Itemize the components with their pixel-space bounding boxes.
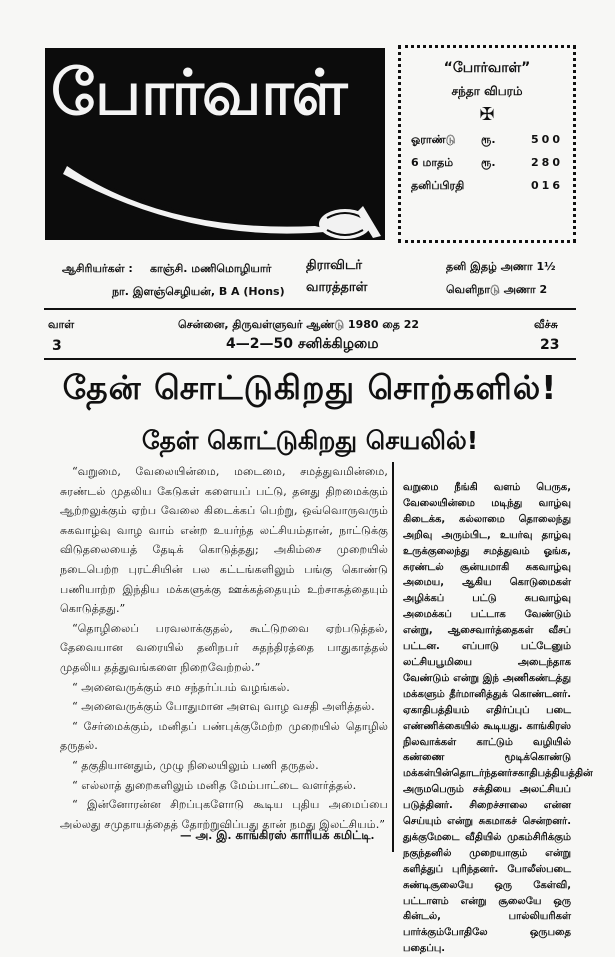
divider <box>44 308 576 310</box>
article-paragraph: “ சேர்மைக்கும், மனிதப் பண்புக்குமேற்ற முறையில் தொழில் தருதல். <box>60 719 388 753</box>
row-amount: 500 <box>531 133 563 146</box>
row-unit: ரூ. <box>481 156 496 169</box>
article-paragraph: “வறுமை, வேலையின்மை, மடைமை, சமத்துவமின்மை, சுரண்டல் முதலிய கேடுகள் களையப் பட்டு, தனது திறமைக்கும் ஆற்றலுக்கும் ஏற்ப வேலை கிடைக்கப் பெற்று, ஒவ்வொருவரும் சுகவாழ்வு வாழ வாம் என்ற உயர்ந்த லட்சியம்தான், நாட்டுக்கு விடுதலையைத் தேடிக் கொடுத்தது; அகிம்சை முறையில் நடைபெற்ற புரட்சியின் பல கட்டங்களிலும் பங்கு கொண்டு பணியாற்ற இந்திய மக்களுக்கு ஊக்கத்தையும் உற்சாகத்தையும் கொடுத்தது.” <box>60 465 388 616</box>
row-amount: 016 <box>531 179 563 192</box>
headline-main: தேன் சொட்டுகிறது சொற்களில்! <box>62 368 558 407</box>
article-paragraph: “ எல்லாத் துறைகளிலும் மனித மேம்பாட்டை வளர்த்தல். <box>72 778 357 792</box>
subscription-box <box>398 45 576 243</box>
tagline-1: திராவிடர் <box>306 258 363 273</box>
place-date: சென்னை, திருவள்ளுவர் ஆண்டு 1980 தை 22 <box>178 318 420 331</box>
tagline-2: வாரத்தாள் <box>306 280 368 295</box>
subscription-row <box>411 156 563 171</box>
divider <box>44 358 576 360</box>
article-paragraph: “ தகுதியானதும், முழு நிலையிலும் பணி தருதல். <box>72 758 319 772</box>
article-paragraph: “ அனைவருக்கும் சம சந்தர்ப்பம் வழங்கல். <box>72 680 290 694</box>
row-unit: ரூ. <box>481 133 496 146</box>
column-divider <box>392 462 394 852</box>
subscription-row <box>411 179 563 194</box>
issue-date: 4—2—50 சனிக்கிழமை <box>226 336 379 352</box>
article-paragraph: “தொழிலைப் பரவலாக்குதல், கூட்டுறவை ஏற்படுத்தல், தேவையான வரையில் தனிநபர் சுதந்திரத்தை பாதுகாத்தல் முதலிய தத்துவங்களை நிறைவேற்றல்.” <box>60 621 388 674</box>
issue-label: வீச்சு <box>534 318 558 331</box>
article-paragraph: “ அனைவருக்கும் போதுமான அளவு வாழ வசதி அளித்தல். <box>72 700 375 714</box>
row-amount: 280 <box>531 156 563 169</box>
sidebar-article: வறுமை நீங்கி வளம் பெருக, வேலையின்மை மடிந்து வாழ்வு கிடைக்க, கல்லாமை தொலைந்து அறிவு அரும்பிட, உயர்வு தாழ்வு உருக்குலைந்து சமத்துவம் ஓங்க, சுரண்டல் சூன்யமாகி சுகவாழ்வு அமைய, ஆகிய கொடுமைகள் அழிக்கப் பட்டு சுபவாழ்வு அமைக்கப் பட்டாக வேண்டும் என்று, ஆசைவார்த்தைகள் வீசப் பட்டன. எப்பாடு பட்டேனும் லட்சியபூமியை அடைந்தாக வேண்டும் என்று இந் அணிகண்டத்து மக்களும் தீர்மானித்துக் கொண்டனர். ஏகாதிபத்தியம் எதிர்ப்புப் படை எண்ணிக்கையில் கூடியது. காங்கிரஸ் நிலவாக்கள் காட்டும் வழியில் கண்ணை மூடிக்கொண்டு மக்கள்பின்தொடர்ந்தனர்சகாதிபத்தியத்தின் அருமபெரும் சக்தியை அலட்சியப் படுத்தினர். சிறைச்சாலை என்ன செய்யும் என்று சுகமாகச் சென்றனர். துக்குமேடை வீதியில் முகம்சிரிக்கும் நகுந்தனில் முறையாகும் என்று களித்துப் புரிந்தனர். போலீஸ்படை சுண்டிசூலையே ஒரு கேள்வி, பட்டாளம் என்று சூலையே ஒரு கின்டல், பால்லியரிகள் பார்க்கும்போதிலே ஒருபதை பதைப்பு. <box>403 482 593 955</box>
row-label: 6 மாதம் <box>411 156 454 169</box>
editors-label: ஆசிரியர்கள் : <box>62 262 133 275</box>
editor-name-2: நா. இளஞ்செழியன், B A (Hons) <box>112 285 285 298</box>
subscription-row <box>411 133 563 148</box>
volume-label: வாள் <box>48 318 75 331</box>
ornament-icon: ✠ <box>479 104 495 125</box>
article-paragraph: “ இன்னோரன்ன சிறப்புகளோடு கூடிய புதிய அமைப்பை அல்லது சமுதாயத்தைத் தோற்றுவிப்பது தான் நமது இலட்சியம்.” <box>60 798 388 831</box>
sword-icon <box>45 48 385 240</box>
issue-number: 23 <box>540 337 560 353</box>
row-label: தனிப்பிரதி <box>411 179 465 192</box>
subscription-subtitle: சந்தா விபரம் <box>451 84 523 98</box>
price-abroad: வெளிநாடு அணா 2 <box>446 283 548 296</box>
volume-number: 3 <box>52 338 62 354</box>
row-label: ஓராண்டு <box>411 133 456 146</box>
row-unit <box>481 179 515 194</box>
editor-name-1: காஞ்சி. மணிமொழியார் <box>150 262 272 275</box>
price-single: தனி இதழ் அணா 1½ <box>446 260 556 273</box>
article-body <box>60 462 388 834</box>
masthead-logo <box>45 48 385 240</box>
article-signature: — அ. இ. காங்கிரஸ் காரியக் கமிட்டி. <box>180 828 375 842</box>
headline-sub: தேள் கொட்டுகிறது செயலில்! <box>141 426 479 455</box>
masthead-title: போர்வாள் <box>51 56 346 129</box>
subscription-title: “போர்வாள்” <box>443 60 531 76</box>
